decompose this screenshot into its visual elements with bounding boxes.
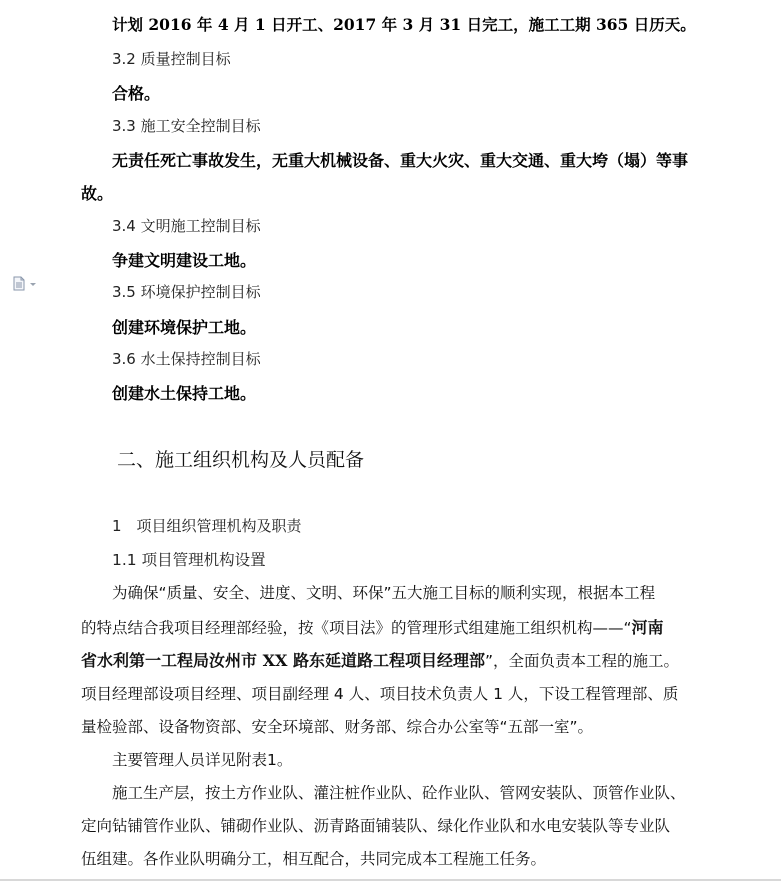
chevron-down-icon: [30, 283, 36, 286]
paragraph-line: 无责任死亡事故发生，无重大机械设备、重大火灾、重大交通、重大垮（塌）等事: [112, 151, 689, 170]
document-icon[interactable]: [12, 276, 38, 292]
paragraph-line: 主要管理人员详见附表1。: [112, 751, 293, 769]
paragraph-line: 计划 2016 年 4 月 1 日开工、2017 年 3 月 31 日完工，施工工期 365 日历天。: [112, 15, 696, 34]
paragraph-line: 项目经理部设项目经理、项目副经理 4 人、项目技术负责人 1 人，下设工程管理部、质: [81, 685, 679, 703]
paragraph-bold-text: 河南: [631, 618, 664, 637]
paragraph-line: 施工生产层，按土方作业队、灌注桩作业队、砼作业队、管网安装队、顶管作业队、: [112, 784, 686, 802]
paragraph-bold-text: 省水利第一工程局汝州市 XX 路东延道路工程项目经理部: [81, 651, 485, 670]
subheading: 1 项目组织管理机构及职责: [112, 517, 302, 535]
paragraph-line: 定向钻铺管作业队、铺砌作业队、沥青路面铺装队、绿化作业队和水电安装队等专业队: [81, 817, 671, 835]
subheading: 3.5 环境保护控制目标: [112, 283, 261, 301]
paragraph-line: 争建文明建设工地。: [112, 251, 257, 270]
paragraph-text: ”，全面负责本工程的施工。: [484, 652, 680, 670]
paragraph-line: 故。: [81, 184, 114, 203]
paragraph-line: 为确保“质量、安全、进度、文明、环保”五大施工目标的顺利实现，根据本工程: [112, 584, 656, 602]
paragraph-line: 创建水土保持工地。: [112, 384, 257, 403]
subheading: 3.6 水土保持控制目标: [112, 350, 261, 368]
paragraph-text: 的特点结合我项目经理部经验，按《项目法》的管理形式组建施工组织机构——“: [81, 619, 632, 637]
subheading: 1.1 项目管理机构设置: [112, 551, 266, 569]
paragraph-line: [81, 648, 679, 671]
paragraph-line: 量检验部、设备物资部、安全环境部、财务部、综合办公室等“五部一室”。: [81, 718, 594, 736]
paragraph-line: [81, 615, 664, 638]
paragraph-line: 伍组建。各作业队明确分工，相互配合，共同完成本工程施工任务。: [81, 850, 547, 868]
paragraph-line: 合格。: [112, 84, 161, 103]
subheading: 3.4 文明施工控制目标: [112, 217, 261, 235]
subheading: 3.2 质量控制目标: [112, 50, 231, 68]
subheading: 3.3 施工安全控制目标: [112, 117, 261, 135]
paragraph-line: 创建环境保护工地。: [112, 318, 257, 337]
section-heading: 二、施工组织机构及人员配备: [117, 449, 365, 471]
